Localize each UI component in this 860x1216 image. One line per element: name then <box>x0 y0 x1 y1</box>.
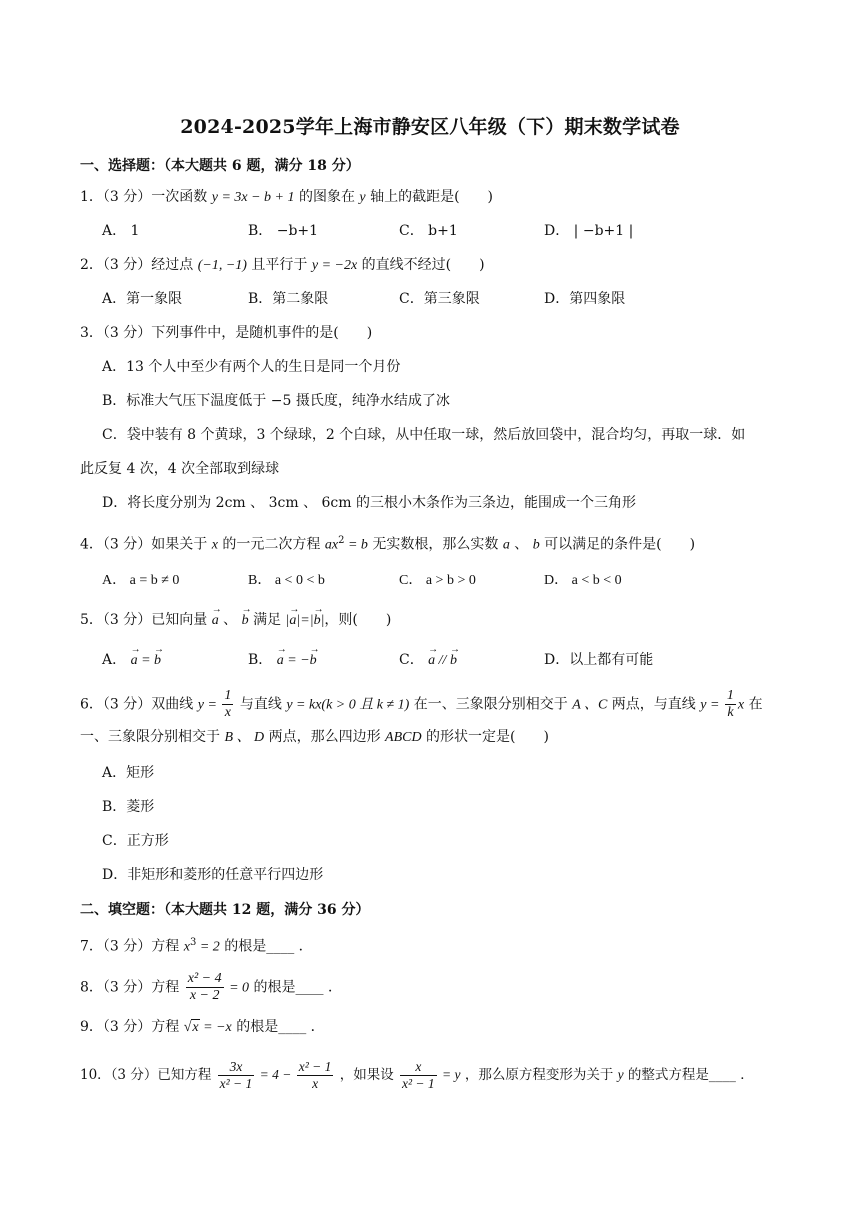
option-a: A．第一象限 <box>102 291 183 307</box>
fraction: $\frac{\text{x² − 4}}{x - 2}$ <box>187 971 222 1003</box>
option-b: B． −b+1 <box>248 223 319 239</box>
option-c: C． a > b > 0 <box>399 573 476 588</box>
option-d: D．以上都有可能 <box>544 652 654 668</box>
option-d: D．非矩形和菱形的任意平行四边形 <box>102 867 324 883</box>
question-5: 5．（3 分）已知向量 → a 、 → b 满足 |→ a|=|→ b|，则( ) <box>80 610 391 631</box>
question-6: 6．（3 分）双曲线 y = $\frac{1}{x}$ 与直线 y = kx(k > 0 且 k ≠ 1) 在一、三象限分别相交于 A 、C 两点，与直线 y = $\frac{1}{k}$ x 在 <box>80 688 763 720</box>
fraction: $\frac{1}{x}$ <box>224 688 232 720</box>
question-9: 9．（3 分）方程 √x = −x 的根是____ ． <box>80 1017 325 1038</box>
question-8: 8．（3 分）方程 $\frac{\text{x² − 4}}{x - 2}$ = 0 的根是____ ． <box>80 971 342 1003</box>
question-2: 2．（3 分）经过点 (−1, −1) 且平行于 y = −2x 的直线不经过( ) <box>80 257 485 273</box>
fraction: $\frac{1}{k}$ <box>726 688 734 720</box>
question-4: 4．（3 分）如果关于 x 的一元二次方程 $ax^2 = b$ 无实数根，那么实数 a 、 b 可以满足的条件是( ) <box>80 535 696 553</box>
question-number: 1． <box>80 189 103 205</box>
question-10: 10．（3 分）已知方程 $\frac{3x}{\text{x² − 1}}$ = 4 − $\frac{\text{x² − 1}}{x}$ ，如果设 $\frac{x}{\text{x² − 1}}$ = y ，那么原方程变形为关于 y 的整式方程是____ ． <box>80 1059 754 1091</box>
option-b: B． a < 0 < b <box>248 573 325 588</box>
option-c: C．第三象限 <box>399 291 480 307</box>
option-d: D． | −b+1 | <box>544 223 634 239</box>
option-a: A． → a = → b <box>102 650 161 671</box>
option-c: C．正方形 <box>102 833 169 849</box>
section-heading-choice: 一、选择题：（本大题共 6 题，满分 18 分） <box>80 158 360 174</box>
question-score: （3 分） <box>102 189 152 205</box>
option-c: C．袋中装有 8 个黄球，3 个绿球，2 个白球，从中任取一球，然后放回袋中，混合均匀，再取一球．如 <box>102 427 746 443</box>
formula: y = 3x − b + 1 <box>211 190 295 205</box>
question-7: 7．（3 分）方程 $x^3 = 2$ 的根是____ ． <box>80 937 313 955</box>
option-b: B．第二象限 <box>248 291 329 307</box>
option-d: D．第四象限 <box>544 291 626 307</box>
option-a: A． a = b ≠ 0 <box>102 573 180 588</box>
option-b: B． → a = −→ b <box>248 650 317 671</box>
question-3: 3．（3 分）下列事件中，是随机事件的是( ) <box>80 325 373 341</box>
square-root: √x <box>183 1020 199 1035</box>
option-c: C． b+1 <box>399 223 458 239</box>
option-a: A．矩形 <box>102 765 155 781</box>
option-c-continued: 此反复 4 次，4 次全部取到绿球 <box>80 461 280 477</box>
option-d: D． a < b < 0 <box>544 573 622 588</box>
option-b: B．菱形 <box>102 799 155 815</box>
option-a: A．13 个人中至少有两个人的生日是同一个月份 <box>102 359 401 375</box>
section-heading-fill: 二、填空题：（本大题共 12 题，满分 36 分） <box>80 902 370 918</box>
option-b: B．标准大气压下温度低于 −5 摄氏度，纯净水结成了冰 <box>102 393 450 409</box>
option-d: D．将长度分别为 2cm 、 3cm 、 6cm 的三根小木条作为三条边，能围成一个三角形 <box>102 495 636 511</box>
magnitude-equation: |→ a|=|→ b| <box>286 613 325 628</box>
question-6-continued: 一、三象限分别相交于 B 、 D 两点，那么四边形 ABCD 的形状一定是( ) <box>80 729 549 745</box>
option-a: A． 1 <box>102 223 140 239</box>
question-1: 1．（3 分）一次函数 y = 3x − b + 1 的图象在 y 轴上的截距是( ) <box>80 189 494 205</box>
page-title: 2024-2025学年上海市静安区八年级（下）期末数学试卷 <box>180 116 680 138</box>
option-c: C． → a // → b <box>399 650 457 671</box>
